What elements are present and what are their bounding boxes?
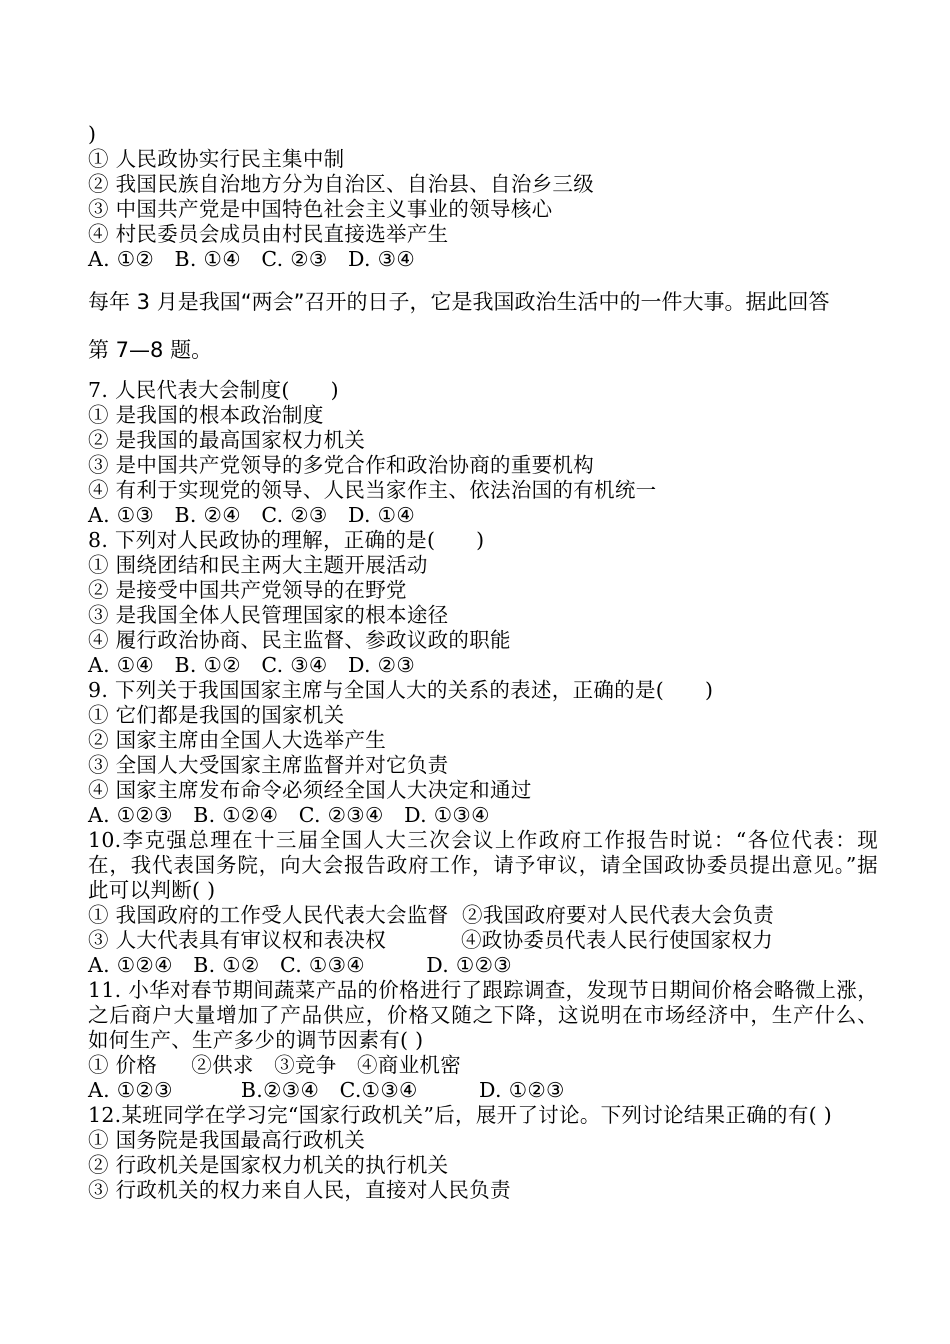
q9-stem: 9. 下列关于我国国家主席与全国人大的关系的表述，正确的是( ) bbox=[88, 678, 714, 702]
q7-option-1: ① 是我国的根本政治制度 bbox=[88, 403, 324, 427]
q7-stem: 7. 人民代表大会制度( ) bbox=[88, 378, 339, 402]
q8-option-3: ③ 是我国全体人民管理国家的根本途径 bbox=[88, 603, 449, 627]
q12-option-3: ③ 行政机关的权力来自人民，直接对人民负责 bbox=[88, 1178, 511, 1202]
q6-option-3: ③ 中国共产党是中国特色社会主义事业的领导核心 bbox=[88, 197, 553, 221]
q7-option-4: ④ 有利于实现党的领导、人民当家作主、依法治国的有机统一 bbox=[88, 478, 657, 502]
q7-option-3: ③ 是中国共产党领导的多党合作和政治协商的重要机构 bbox=[88, 453, 595, 477]
q12-option-1: ① 国务院是我国最高行政机关 bbox=[88, 1128, 366, 1152]
q8-option-4: ④ 履行政治协商、民主监督、参政议政的职能 bbox=[88, 628, 511, 652]
q10-answer-choices: A. ①②④ B. ①② C. ①③④ D. ①②③ bbox=[88, 953, 512, 977]
q8-stem: 8. 下列对人民政协的理解，正确的是( ) bbox=[88, 528, 485, 552]
q9-option-3: ③ 全国人大受国家主席监督并对它负责 bbox=[88, 753, 449, 777]
q6-answer-choices: A. ①② B. ①④ C. ②③ D. ③④ bbox=[88, 247, 416, 271]
q10-stem: 10.李克强总理在十三届全国人大三次会议上作政府工作报告时说：“各位代表：现在，我代表国务院，向大会报告政府工作，请予审议，请全国政协委员提出意见。”据此可以判断( ) bbox=[88, 828, 878, 902]
q9-answer-choices: A. ①②③ B. ①②④ C. ②③④ D. ①③④ bbox=[88, 803, 490, 827]
q9-option-2: ② 国家主席由全国人大选举产生 bbox=[88, 728, 387, 752]
q12-option-2: ② 行政机关是国家权力机关的执行机关 bbox=[88, 1153, 449, 1177]
intro-line-1: 每年 3 月是我国“两会”召开的日子，它是我国政治生活中的一件大事。据此回答 bbox=[88, 290, 830, 314]
intro-line-2: 第 7—8 题。 bbox=[88, 338, 213, 362]
q11-stem: 11. 小华对春节期间蔬菜产品的价格进行了跟踪调查，发现节日期间价格会略微上涨，之后商户大量增加了产品供应，价格又随之下降，这说明在市场经济中，生产什么、如何生产、生产多少的调节因素有( ) bbox=[88, 978, 878, 1052]
q10-options-row-2: ③ 人大代表具有审议权和表决权 ④政协委员代表人民行使国家权力 bbox=[88, 928, 773, 952]
q9-option-1: ① 它们都是我国的国家机关 bbox=[88, 703, 345, 727]
q6-option-4: ④ 村民委员会成员由村民直接选举产生 bbox=[88, 222, 449, 246]
exam-content bbox=[88, 122, 878, 1203]
q12-stem: 12.某班同学在学习完“国家行政机关”后，展开了讨论。下列讨论结果正确的有( ) bbox=[88, 1103, 833, 1127]
q9-option-4: ④ 国家主席发布命令必须经全国人大决定和通过 bbox=[88, 778, 532, 802]
q7-answer-choices: A. ①③ B. ②④ C. ②③ D. ①④ bbox=[88, 503, 416, 527]
q8-option-2: ② 是接受中国共产党领导的在野党 bbox=[88, 578, 407, 602]
q11-options-row: ① 价格 ②供求 ③竞争 ④商业机密 bbox=[88, 1053, 461, 1077]
q11-answer-choices: A. ①②③ B.②③④ C.①③④ D. ①②③ bbox=[88, 1078, 565, 1102]
q7-option-2: ② 是我国的最高国家权力机关 bbox=[88, 428, 366, 452]
q6-option-2: ② 我国民族自治地方分为自治区、自治县、自治乡三级 bbox=[88, 172, 595, 196]
q6-bracket-close: ) bbox=[88, 122, 97, 146]
q10-options-row-1: ① 我国政府的工作受人民代表大会监督 ②我国政府要对人民代表大会负责 bbox=[88, 903, 775, 927]
q6-option-1: ① 人民政协实行民主集中制 bbox=[88, 147, 345, 171]
q8-answer-choices: A. ①④ B. ①② C. ③④ D. ②③ bbox=[88, 653, 416, 677]
q8-option-1: ① 围绕团结和民主两大主题开展活动 bbox=[88, 553, 428, 577]
